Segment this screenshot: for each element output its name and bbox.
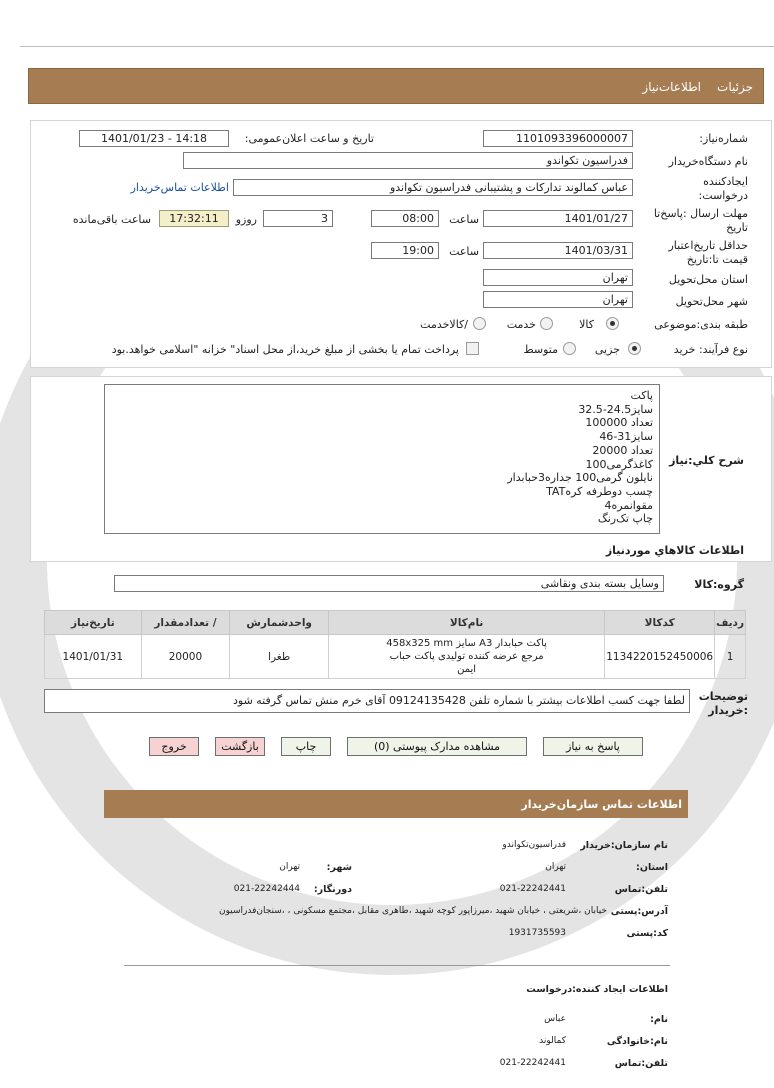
- creator-phone-value: 021-22242441: [499, 1058, 566, 1068]
- description-line: سایز24.5-32.5: [578, 402, 653, 416]
- col-unit: واحدشمارش: [230, 611, 329, 635]
- days-label: روزو: [235, 213, 257, 226]
- back-button[interactable]: بازگشت: [215, 737, 265, 756]
- category-service-radio[interactable]: [540, 317, 553, 330]
- days-field: 3: [263, 210, 333, 227]
- col-name: نام‌کالا: [329, 611, 605, 635]
- contact-phone-value: 021-22242441: [499, 884, 566, 894]
- description-line: مقوانمره4: [604, 498, 653, 512]
- need-number-label: شماره‌نیاز:: [699, 132, 748, 145]
- creator-family-value: کمالوند: [539, 1036, 566, 1046]
- col-code: کدکالا: [605, 611, 715, 635]
- goods-group-field: وسایل بسته بندی ونقاشی: [114, 575, 664, 592]
- contact-org-label: نام سازمان:خریدار: [580, 840, 668, 851]
- process-medium-radio[interactable]: [563, 342, 576, 355]
- contact-postal-label: کد:پستی: [626, 928, 668, 939]
- row-unit: طغرا: [230, 635, 329, 679]
- description-label: شرح کلي:نیاز: [669, 454, 744, 467]
- row-date: 1401/01/31: [45, 635, 142, 679]
- buyer-org-field: فدراسیون تکواندو: [183, 152, 633, 169]
- buyer-notes-field: لطفا جهت کسب اطلاعات بیشتر با شماره تلفن 09124135428 آقای خرم منش تماس گرفته شود: [44, 689, 690, 713]
- validity-label-1: حداقل تاریخ‌اعتبار: [668, 239, 748, 252]
- reply-button[interactable]: پاسخ به نیاز: [543, 737, 643, 756]
- announce-field: 1401/01/23 - 14:18: [79, 130, 229, 147]
- buyer-notes-label-2: :خریدار: [708, 704, 748, 717]
- creator-label-1: ایجادکننده: [703, 175, 748, 188]
- city-field: تهران: [483, 291, 633, 308]
- row-name-line: ایمن: [457, 664, 477, 675]
- contact-province-label: استان:: [636, 862, 668, 873]
- city-label: شهر محل‌تحویل: [675, 295, 748, 308]
- process-medium-label: متوسط: [523, 343, 558, 356]
- remaining-label: ساعت باقی‌مانده: [72, 213, 151, 226]
- top-divider: [20, 46, 774, 47]
- deadline-time-label: ساعت: [449, 213, 479, 226]
- contact-province-value: تهران: [545, 862, 566, 872]
- row-qty: 20000: [141, 635, 230, 679]
- exit-button[interactable]: خروج: [149, 737, 199, 756]
- validity-label-2: قیمت تا:تاریخ: [686, 253, 748, 266]
- contact-org-value: فدراسیون‌تکواندو: [502, 840, 566, 850]
- goods-table: [44, 610, 746, 679]
- treasury-payment-checkbox[interactable]: [466, 342, 479, 355]
- validity-time-field: 19:00: [371, 242, 439, 259]
- contact-address-value: خیابان ،شریعتی ، خیابان شهید ،میرزاپور کوچه شهید ،طاهری مقابل ،مجتمع مسکونی ، ،سنجان‌فدراسیون: [218, 906, 607, 916]
- buyer-contact-title: اطلاعات تماس سازمان‌خریدار: [521, 798, 682, 811]
- payment-note: پرداخت تمام یا بخشی از مبلغ خرید،از محل اسناد" خزانه "اسلامی خواهد.بود: [111, 343, 459, 356]
- contact-address-label: آدرس:پستی: [610, 906, 668, 917]
- contact-postal-value: 1931735593: [508, 928, 566, 938]
- goods-table-header: [45, 611, 746, 635]
- deadline-label-2: تاریخ: [726, 221, 748, 234]
- need-number-field: 1101093396000007: [483, 130, 633, 147]
- row-code: 1134220152450006: [605, 635, 715, 679]
- col-index: ردیف: [715, 611, 746, 635]
- description-line: سایز31-46: [599, 430, 653, 444]
- contact-fax-label: دورنگار:: [313, 884, 352, 895]
- description-box: [104, 384, 660, 534]
- contact-divider: [124, 965, 670, 966]
- description-line: کاغذگرمی100: [585, 457, 653, 471]
- buyer-notes-label-1: توضیحات: [698, 690, 748, 703]
- contact-city-value: تهران: [279, 862, 300, 872]
- category-goods-label: کالا: [579, 318, 594, 331]
- view-attachments-button[interactable]: مشاهده مدارک پیوستی (0): [347, 737, 527, 756]
- row-name-line: پاکت حبابدار A3 سایز 458x325 mm: [386, 638, 547, 649]
- row-name: [329, 635, 605, 679]
- description-line: چسب دوطرفه کرهTAT: [546, 484, 653, 498]
- creator-label-2: درخواست:: [698, 189, 748, 202]
- process-partial-radio[interactable]: [628, 342, 641, 355]
- announce-label: تاریخ و ساعت اعلان‌عمومی:: [244, 132, 374, 145]
- creator-phone-label: تلفن:تماس: [614, 1058, 668, 1069]
- province-field: تهران: [483, 269, 633, 286]
- tab-details[interactable]: جزئیات: [717, 80, 753, 94]
- col-date: تاریخ‌نیاز: [45, 611, 142, 635]
- description-line: پاکت: [630, 389, 653, 402]
- validity-time-label: ساعت: [449, 245, 479, 258]
- deadline-date-field: 1401/01/27: [483, 210, 633, 227]
- contact-phone-label: تلفن:تماس: [614, 884, 668, 895]
- validity-date-field: 1401/03/31: [483, 242, 633, 259]
- description-line: چاپ تک‌رنگ: [597, 512, 653, 526]
- goods-section-title: اطلاعات کالاهاي موردنیاز: [605, 544, 744, 557]
- category-label: طبقه بندی:موضوعی: [654, 318, 748, 331]
- description-line: تعداد 20000: [592, 443, 653, 457]
- description-line: نایلون گرمی100 جداره3حبابدار: [507, 471, 653, 485]
- header-bar: [28, 68, 764, 104]
- row-index: 1: [715, 635, 746, 679]
- creator-field: عباس کمالوند تدارکات و پشتیبانی فدراسیون تکواندو: [233, 179, 633, 196]
- category-goods-service-radio[interactable]: [473, 317, 486, 330]
- province-label: استان محل‌تحویل: [668, 273, 748, 286]
- row-name-line: مرجع عرضه کننده تولیدی پاکت حباب: [389, 651, 544, 662]
- category-service-label: خدمت: [506, 318, 536, 331]
- contact-fax-value: 021-22242444: [233, 884, 300, 894]
- process-partial-label: جزیی: [594, 343, 620, 356]
- category-goods-service-label: /کالاخدمت: [420, 318, 468, 331]
- table-row: [45, 635, 746, 679]
- creator-name-value: عباس: [544, 1014, 566, 1024]
- goods-group-label: گروه:کالا: [694, 578, 744, 591]
- creator-name-label: نام:: [650, 1014, 668, 1025]
- remaining-time-field: 17:32:11: [159, 210, 229, 227]
- print-button[interactable]: چاپ: [281, 737, 331, 756]
- buyer-contact-bar: [104, 790, 688, 818]
- tab-need-info[interactable]: اطلاعات‌نیاز: [642, 80, 701, 94]
- creator-info-title: اطلاعات ایجاد کننده:درخواست: [526, 984, 668, 995]
- deadline-time-field: 08:00: [371, 210, 439, 227]
- buyer-contact-link[interactable]: اطلاعات تماس‌خریدار: [130, 181, 229, 194]
- contact-city-label: شهر:: [326, 862, 352, 873]
- category-goods-radio[interactable]: [606, 317, 619, 330]
- buyer-org-label: نام دستگاه‌خریدار: [668, 155, 748, 168]
- process-label: نوع فرآیند: خرید: [673, 343, 748, 356]
- creator-family-label: نام:خانوادگی: [606, 1036, 668, 1047]
- deadline-label-1: مهلت ارسال :پاسخ‌تا: [653, 207, 748, 220]
- col-qty: / تعدادمقدار: [141, 611, 230, 635]
- description-line: تعداد 100000: [585, 416, 653, 430]
